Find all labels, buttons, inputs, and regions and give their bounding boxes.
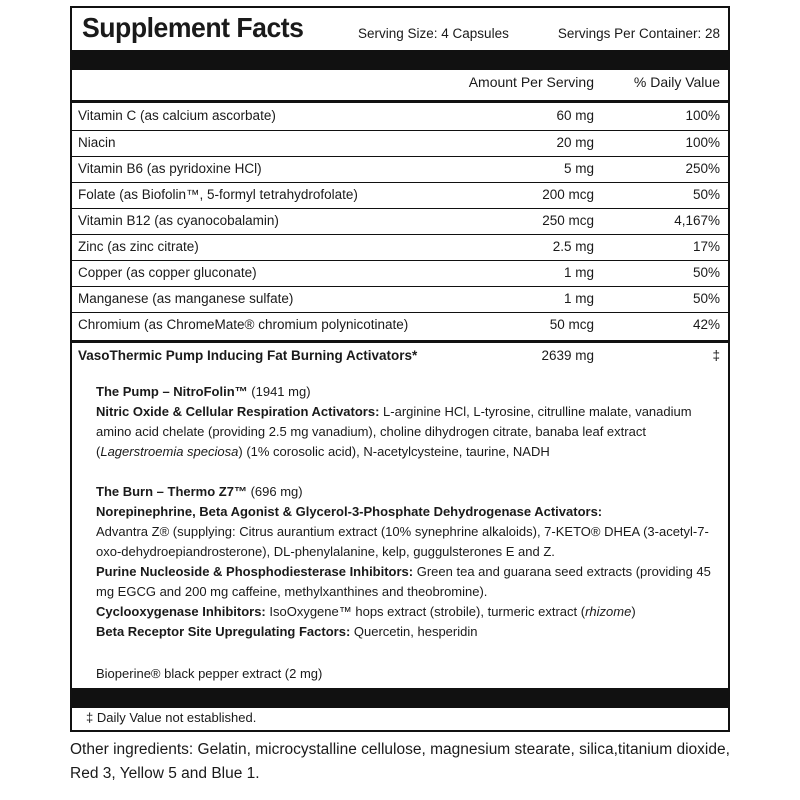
burn-group4-label: Beta Receptor Site Upregulating Factors: — [96, 624, 351, 639]
nutrient-dv: 50% — [692, 291, 720, 306]
nutrient-amount: 200 mcg — [542, 187, 594, 202]
burn-group4-text: Quercetin, hesperidin — [350, 624, 478, 639]
top-divider-bar — [72, 50, 728, 70]
burn-group3-label: Cyclooxygenase Inhibitors: — [96, 604, 266, 619]
nutrient-amount: 1 mg — [563, 291, 594, 306]
bioperine-line: Bioperine® black pepper extract (2 mg) — [96, 666, 323, 681]
pump-text-end: ) (1% corosolic acid), N-acetylcysteine, taurine, NADH — [238, 444, 550, 459]
pump-title: The Pump – NitroFolin™ — [96, 384, 248, 399]
burn-group1-label: Norepinephrine, Beta Agonist & Glycerol-3-Phosphate Dehydrogenase Activators: — [96, 504, 603, 519]
nutrients-end-divider — [72, 340, 728, 343]
other-ingredients: Other ingredients: Gelatin, microcystalline cellulose, magnesium stearate, silica,titanium dioxide, Red 3, Yellow 5 and Blue 1. — [70, 741, 730, 782]
nutrient-name: Vitamin C (as calcium ascorbate) — [78, 108, 276, 123]
proprietary-blend-row — [78, 348, 720, 363]
blend-name: VasoThermic Pump Inducing Fat Burning Activators* — [78, 348, 418, 363]
nutrient-row — [78, 235, 720, 259]
nutrient-row — [78, 261, 720, 285]
nutrient-row — [78, 157, 720, 181]
burn-group3-text: IsoOxygene™ hops extract (strobile), turmeric extract ( — [265, 604, 586, 619]
nutrient-row — [78, 287, 720, 311]
nutrient-dv: 100% — [685, 108, 720, 123]
footnote: ‡ Daily Value not established. — [86, 710, 257, 725]
nutrient-amount: 50 mcg — [549, 317, 594, 332]
nutrient-name: Copper (as copper gluconate) — [78, 265, 257, 280]
nutrient-amount: 1 mg — [563, 265, 594, 280]
burn-amount: (696 mg) — [246, 484, 303, 499]
nutrient-dv: 17% — [692, 239, 720, 254]
pump-group-label: Nitric Oxide & Cellular Respiration Activators: — [96, 404, 380, 419]
burn-group1-text: Advantra Z® (supplying: Citrus aurantium extract (10% synephrine alkaloids), 7-KETO® DHEA (3-acetyl-7-oxo-dehydroepiandrosterone), DL-phenylalanine, kelp, guggulsterones E and Z. — [96, 524, 709, 559]
pump-section — [96, 382, 724, 462]
serving-size: Serving Size: 4 Capsules — [358, 26, 509, 41]
nutrient-row — [78, 209, 720, 233]
burn-group2-text: Green tea and guarana seed extracts (providing 45 mg EGCG and 200 mg caffeine, methylxanthines and theobromine). — [96, 564, 711, 599]
nutrient-name: Folate (as Biofolin™, 5-formyl tetrahydrofolate) — [78, 187, 358, 202]
pump-amount: (1941 mg) — [247, 384, 311, 399]
blend-dv: ‡ — [712, 348, 720, 363]
nutrient-amount: 5 mg — [563, 161, 594, 176]
nutrient-dv: 50% — [692, 265, 720, 280]
burn-section — [96, 482, 724, 642]
amount-column-header: Amount Per Serving — [468, 74, 594, 90]
nutrient-name: Vitamin B12 (as cyanocobalamin) — [78, 213, 279, 228]
supplement-facts-panel — [70, 6, 730, 732]
panel-header — [78, 12, 720, 46]
bottom-divider-bar — [72, 688, 728, 708]
nutrient-amount: 2.5 mg — [552, 239, 594, 254]
nutrient-name: Chromium (as ChromeMate® chromium polynicotinate) — [78, 317, 409, 332]
pump-text: L-arginine HCl, L-tyrosine, citrulline malate, vanadium amino acid chelate (providing 2.5 mg vanadium), choline dihydrogen citrate, banaba leaf extract ( — [96, 404, 692, 459]
nutrient-amount: 60 mg — [556, 108, 594, 123]
nutrient-dv: 50% — [692, 187, 720, 202]
nutrient-dv: 250% — [685, 161, 720, 176]
burn-title: The Burn – Thermo Z7™ — [96, 484, 247, 499]
nutrient-name: Vitamin B6 (as pyridoxine HCl) — [78, 161, 262, 176]
panel-title: Supplement Facts — [82, 12, 304, 43]
nutrient-name: Zinc (as zinc citrate) — [78, 239, 199, 254]
nutrient-name: Manganese (as manganese sulfate) — [78, 291, 294, 306]
nutrient-dv: 4,167% — [674, 213, 720, 228]
daily-value-column-header: % Daily Value — [633, 74, 720, 90]
burn-group2-label: Purine Nucleoside & Phosphodiesterase Inhibitors: — [96, 564, 414, 579]
nutrient-name: Niacin — [78, 135, 116, 150]
pump-italic: Lagerstroemia speciosa — [100, 444, 239, 459]
nutrient-dv: 100% — [685, 135, 720, 150]
header-divider — [72, 100, 728, 103]
nutrient-amount: 20 mg — [556, 135, 594, 150]
nutrient-row — [78, 183, 720, 207]
burn-group3-end: ) — [631, 604, 636, 619]
burn-group3-italic: rhizome — [585, 604, 632, 619]
nutrient-amount: 250 mcg — [542, 213, 594, 228]
nutrient-row — [78, 313, 720, 337]
nutrient-row — [78, 131, 720, 155]
nutrient-row — [78, 104, 720, 128]
nutrient-dv: 42% — [692, 317, 720, 332]
servings-per-container: Servings Per Container: 28 — [557, 26, 720, 41]
blend-amount: 2639 mg — [541, 348, 594, 363]
